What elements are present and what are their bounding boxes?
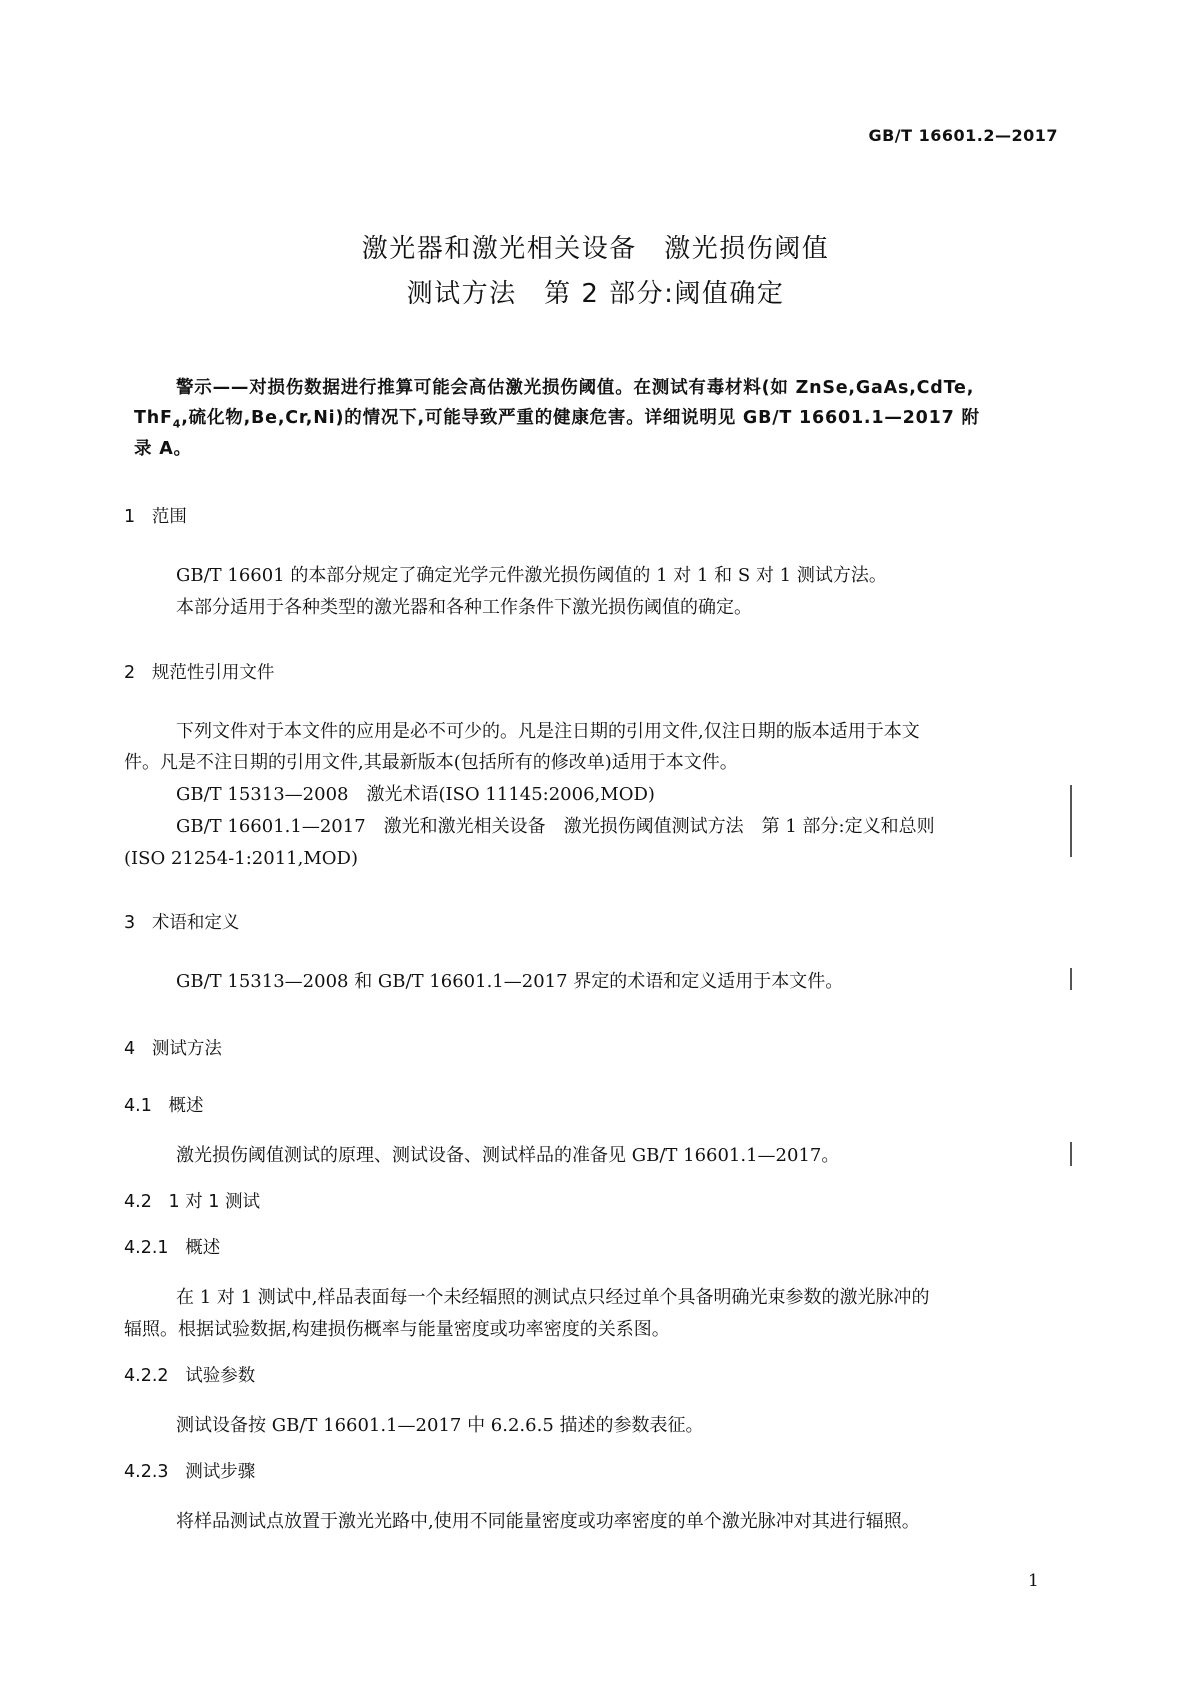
- section-1-title: 范围: [151, 507, 187, 527]
- warning-line2-start: ThF: [134, 408, 173, 428]
- section-1-paragraph-1: GB/T 16601 的本部分规定了确定光学元件激光损伤阈值的 1 对 1 和 S 对 1 测试方法。: [176, 565, 887, 586]
- change-bar: [1070, 785, 1072, 857]
- section-4-1-title: 概述: [168, 1096, 204, 1116]
- section-4-title: 测试方法: [151, 1039, 222, 1059]
- standard-code-header: GB/T 16601.2—2017: [868, 126, 1058, 145]
- section-4-1-paragraph: 激光损伤阈值测试的原理、测试设备、测试样品的准备见 GB/T 16601.1—2017。: [176, 1145, 840, 1166]
- section-4-2-3-heading: [124, 1460, 255, 1484]
- warning-line1: 警示——对损伤数据进行推算可能会高估激光损伤阈值。在测试有毒材料(如 ZnSe,GaAs,CdTe,: [176, 378, 975, 398]
- warning-line3: 录 A。: [134, 439, 192, 459]
- section-2-number: 2: [124, 663, 136, 683]
- section-2-paragraph-line2: 件。凡是不注日期的引用文件,其最新版本(包括所有的修改单)适用于本文件。: [124, 752, 738, 773]
- section-4-2-1-paragraph-line2: 辐照。根据试验数据,构建损伤概率与能量密度或功率密度的关系图。: [124, 1319, 670, 1340]
- section-4-1-number: 4.1: [124, 1096, 152, 1116]
- section-2-paragraph-line1: 下列文件对于本文件的应用是必不可少的。凡是注日期的引用文件,仅注日期的版本适用于本文: [176, 721, 920, 742]
- section-3-heading: [124, 911, 239, 935]
- section-3-title: 术语和定义: [151, 913, 240, 933]
- section-4-1-heading: [124, 1094, 204, 1118]
- reference-1: GB/T 15313—2008 激光术语(ISO 11145:2006,MOD): [176, 784, 655, 805]
- reference-2-line1: GB/T 16601.1—2017 激光和激光相关设备 激光损伤阈值测试方法 第 1 部分:定义和总则: [176, 816, 935, 837]
- section-3-paragraph: GB/T 15313—2008 和 GB/T 16601.1—2017 界定的术语和定义适用于本文件。: [176, 971, 844, 992]
- section-4-2-2-heading: [124, 1364, 255, 1388]
- section-4-2-3-title: 测试步骤: [185, 1462, 256, 1482]
- change-bar: [1070, 1142, 1072, 1166]
- section-4-2-3-paragraph: 将样品测试点放置于激光光路中,使用不同能量密度或功率密度的单个激光脉冲对其进行辐照。: [176, 1511, 920, 1532]
- document-title-line2: 测试方法 第 2 部分:阈值确定: [406, 279, 785, 309]
- warning-line2-rest: ,硫化物,Be,Cr,Ni)的情况下,可能导致严重的健康危害。详细说明见 GB/T 16601.1—2017 附: [181, 408, 980, 428]
- section-4-2-2-paragraph: 测试设备按 GB/T 16601.1—2017 中 6.2.6.5 描述的参数表征。: [176, 1415, 704, 1436]
- section-4-2-3-number: 4.2.3: [124, 1462, 169, 1482]
- section-4-2-1-title: 概述: [185, 1238, 221, 1258]
- section-4-2-1-heading: [124, 1236, 220, 1260]
- reference-2-line2: (ISO 21254-1:2011,MOD): [124, 848, 358, 869]
- warning-subscript: 4: [172, 417, 182, 431]
- section-4-number: 4: [124, 1039, 136, 1059]
- section-3-number: 3: [124, 913, 136, 933]
- section-4-heading: [124, 1037, 222, 1061]
- section-1-number: 1: [124, 507, 136, 527]
- section-1-paragraph-2: 本部分适用于各种类型的激光器和各种工作条件下激光损伤阈值的确定。: [176, 597, 752, 618]
- section-2-title: 规范性引用文件: [151, 663, 275, 683]
- section-1-heading: [124, 505, 187, 529]
- section-4-2-2-number: 4.2.2: [124, 1366, 169, 1386]
- section-4-2-number: 4.2: [124, 1192, 152, 1212]
- section-4-2-heading: [124, 1190, 260, 1214]
- section-2-heading: [124, 661, 274, 685]
- section-4-2-1-number: 4.2.1: [124, 1238, 169, 1258]
- section-4-2-1-paragraph-line1: 在 1 对 1 测试中,样品表面每一个未经辐照的测试点只经过单个具备明确光束参数的激光脉冲的: [176, 1287, 930, 1308]
- section-4-2-2-title: 试验参数: [185, 1366, 256, 1386]
- change-bar: [1070, 968, 1072, 990]
- page-number: 1: [1028, 1571, 1039, 1591]
- document-title-line1: 激光器和激光相关设备 激光损伤阈值: [361, 234, 830, 264]
- warning-line2: [134, 406, 1191, 432]
- section-4-2-title: 1 对 1 测试: [168, 1192, 261, 1212]
